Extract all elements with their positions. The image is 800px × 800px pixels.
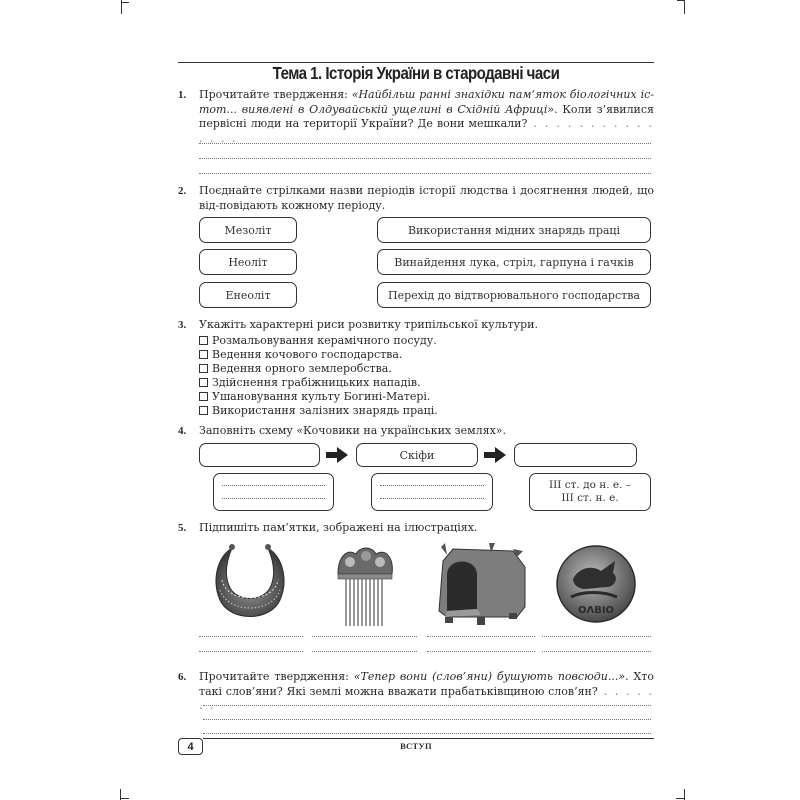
crop-mark-tr (677, 0, 685, 1)
answer-line[interactable] (312, 651, 417, 653)
answer-line[interactable] (203, 733, 651, 735)
question-2 (178, 184, 654, 213)
coin-image (555, 543, 637, 625)
checkbox[interactable] (199, 350, 208, 359)
answer-line[interactable] (199, 143, 651, 145)
pectoral-image (212, 542, 288, 626)
checkbox-option[interactable]: Ушановування культу Богині-Матері. (199, 390, 654, 404)
scheme-bottom-box-1[interactable] (213, 473, 334, 511)
checkbox-list (199, 334, 654, 418)
answer-line[interactable] (427, 636, 535, 638)
question-text: Поєднайте стрілками назви періодів історії людства і досягнення людей, що від-повідають кожному періоду. (199, 184, 654, 212)
page-title: Тема 1. Історія України в стародавні часи (272, 63, 560, 83)
answer-line[interactable] (203, 705, 651, 707)
question-number: 5. (178, 522, 187, 534)
footer-rule (203, 738, 654, 739)
question-text: Заповніть схему «Кочовики на українських землях». (199, 424, 507, 437)
checkbox[interactable] (199, 378, 208, 387)
question-number: 3. (178, 319, 187, 331)
answer-line[interactable] (542, 651, 651, 653)
question-5 (178, 521, 654, 536)
question-number: 1. (178, 89, 187, 101)
achievement-box-bow-arrows[interactable]: Винайдення лука, стріл, гарпуна і гачків (377, 249, 651, 275)
question-4 (178, 424, 654, 439)
arrow-right-icon (484, 447, 506, 463)
svg-text:OΛBIO: OΛBIO (577, 605, 615, 616)
crop-mark-tr (684, 0, 685, 14)
answer-line[interactable] (312, 636, 417, 638)
answer-line[interactable] (380, 498, 483, 499)
achievement-box-productive-economy[interactable]: Перехід до відтворювального господарства (377, 282, 651, 308)
checkbox-option[interactable]: Ведення орного землеробства. (199, 362, 654, 376)
scheme-top-box-1[interactable] (199, 443, 320, 467)
answer-line[interactable] (199, 636, 303, 638)
scheme-bottom-box-dates: III ст. до н. е. – III ст. н. е. (529, 473, 651, 511)
answer-line[interactable] (203, 719, 651, 721)
checkbox[interactable] (199, 336, 208, 345)
period-box-mesolithic[interactable]: Мезоліт (199, 217, 297, 243)
answer-line[interactable] (199, 158, 651, 160)
question-text: Укажіть характерні риси розвитку трипільської культури. (199, 318, 538, 331)
answer-line[interactable] (222, 498, 324, 499)
checkbox-option[interactable]: Розмальовування керамічного посуду. (199, 334, 654, 348)
section-label: ВСТУП (400, 741, 432, 751)
achievement-box-copper-tools[interactable]: Використання мідних знарядь праці (377, 217, 651, 243)
answer-line[interactable] (199, 173, 651, 175)
checkbox[interactable] (199, 406, 208, 415)
crop-mark-tl (121, 2, 129, 3)
question-number: 4. (178, 425, 187, 437)
answer-line[interactable] (542, 636, 651, 638)
answer-line[interactable] (222, 485, 324, 486)
checkbox[interactable] (199, 364, 208, 373)
scheme-top-box-scythians[interactable]: Скіфи (356, 443, 478, 467)
crop-mark-br (676, 798, 685, 799)
answer-line[interactable] (380, 485, 483, 486)
scheme-bottom-box-2[interactable] (371, 473, 493, 511)
scheme-top-box-3[interactable] (514, 443, 637, 467)
answer-line[interactable] (427, 651, 535, 653)
clay-house-model-image (433, 541, 529, 627)
question-text: Прочитайте твердження: «Найбільш ранні знахідки пам’яток біологічних іс-тот... виявлені в Олдувайській ущелині в Східній Африці». Коли з’явилися первісні люди на території України? Де вони мешкали? . . . . . . . . . . . . . . . (199, 88, 654, 145)
question-3 (178, 318, 654, 418)
question-text: Прочитайте твердження: «Тепер вони (слов’яни) бушують повсюди...». Хто такі слов’яни? Які землі можна вважати прабатьківщиною слов’ян? . . . . . . . (199, 670, 654, 712)
answer-line[interactable] (199, 651, 303, 653)
scythian-comb-image (332, 544, 398, 628)
period-box-eneolithic[interactable]: Енеоліт (199, 282, 297, 308)
arrow-right-icon (326, 447, 348, 463)
question-text: Підпишіть пам’ятки, зображені на ілюстраціях. (199, 521, 478, 534)
question-number: 2. (178, 185, 187, 197)
period-box-neolithic[interactable]: Неоліт (199, 249, 297, 275)
crop-mark-bl (120, 798, 129, 799)
page-number: 4 (178, 738, 203, 755)
question-number: 6. (178, 671, 187, 683)
checkbox-option[interactable]: Здійснення грабіжницьких нападів. (199, 376, 654, 390)
checkbox-option[interactable]: Використання залізних знарядь праці. (199, 404, 654, 418)
checkbox-option[interactable]: Ведення кочового господарства. (199, 348, 654, 362)
question-1 (178, 88, 654, 146)
checkbox[interactable] (199, 392, 208, 401)
